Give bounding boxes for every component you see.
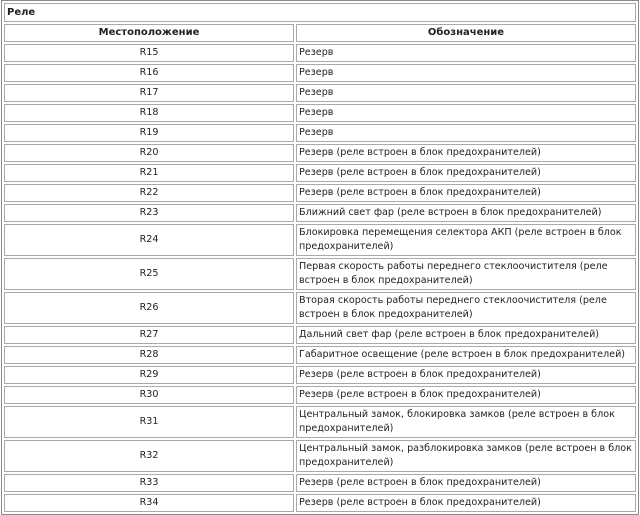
relay-designation: Ближний свет фар (реле встроен в блок предохранителей) [296, 204, 636, 222]
relay-location: R23 [4, 204, 294, 222]
table-row [4, 346, 636, 364]
table-row [4, 64, 636, 82]
table-row [4, 204, 636, 222]
relay-location: R24 [4, 224, 294, 256]
relay-location: R30 [4, 386, 294, 404]
relay-location: R15 [4, 44, 294, 62]
table-row [4, 474, 636, 492]
relay-location: R21 [4, 164, 294, 182]
table-row [4, 104, 636, 122]
relay-designation: Резерв [296, 44, 636, 62]
table-row [4, 494, 636, 512]
table-row [4, 84, 636, 102]
column-header-designation: Обозначение [296, 24, 636, 42]
table-row [4, 44, 636, 62]
table-row [4, 326, 636, 344]
relay-location: R29 [4, 366, 294, 384]
relay-location: R26 [4, 292, 294, 324]
relay-location: R31 [4, 406, 294, 438]
relay-designation: Центральный замок, разблокировка замков (реле встроен в блок предохранителей) [296, 440, 636, 472]
table-row [4, 124, 636, 142]
relay-location: R20 [4, 144, 294, 162]
table-row [4, 184, 636, 202]
relay-designation: Центральный замок, блокировка замков (реле встроен в блок предохранителей) [296, 406, 636, 438]
relay-location: R16 [4, 64, 294, 82]
relay-table [1, 0, 639, 515]
table-row [4, 406, 636, 438]
table-title: Реле [4, 3, 636, 22]
relay-designation: Габаритное освещение (реле встроен в блок предохранителей) [296, 346, 636, 364]
column-header-location: Местоположение [4, 24, 294, 42]
relay-location: R18 [4, 104, 294, 122]
relay-designation: Резерв (реле встроен в блок предохранителей) [296, 184, 636, 202]
relay-designation: Резерв (реле встроен в блок предохранителей) [296, 494, 636, 512]
relay-designation: Резерв [296, 104, 636, 122]
table-row [4, 440, 636, 472]
relay-designation: Резерв (реле встроен в блок предохранителей) [296, 164, 636, 182]
relay-location: R34 [4, 494, 294, 512]
relay-designation: Блокировка перемещения селектора АКП (реле встроен в блок предохранителей) [296, 224, 636, 256]
relay-location: R27 [4, 326, 294, 344]
table-row [4, 144, 636, 162]
relay-designation: Резерв (реле встроен в блок предохранителей) [296, 386, 636, 404]
table-row [4, 164, 636, 182]
relay-location: R28 [4, 346, 294, 364]
relay-designation: Резерв [296, 64, 636, 82]
relay-designation: Резерв [296, 124, 636, 142]
table-row [4, 292, 636, 324]
table-row [4, 224, 636, 256]
relay-location: R25 [4, 258, 294, 290]
relay-location: R22 [4, 184, 294, 202]
relay-location: R32 [4, 440, 294, 472]
relay-location: R19 [4, 124, 294, 142]
relay-designation: Первая скорость работы переднего стеклоочистителя (реле встроен в блок предохранителей) [296, 258, 636, 290]
relay-designation: Вторая скорость работы переднего стеклоочистителя (реле встроен в блок предохранителей) [296, 292, 636, 324]
relay-designation: Резерв [296, 84, 636, 102]
relay-designation: Резерв (реле встроен в блок предохранителей) [296, 474, 636, 492]
table-row [4, 386, 636, 404]
relay-designation: Резерв (реле встроен в блок предохранителей) [296, 144, 636, 162]
table-row [4, 258, 636, 290]
relay-designation: Дальний свет фар (реле встроен в блок предохранителей) [296, 326, 636, 344]
relay-location: R17 [4, 84, 294, 102]
relay-location: R33 [4, 474, 294, 492]
relay-designation: Резерв (реле встроен в блок предохранителей) [296, 366, 636, 384]
table-row [4, 366, 636, 384]
